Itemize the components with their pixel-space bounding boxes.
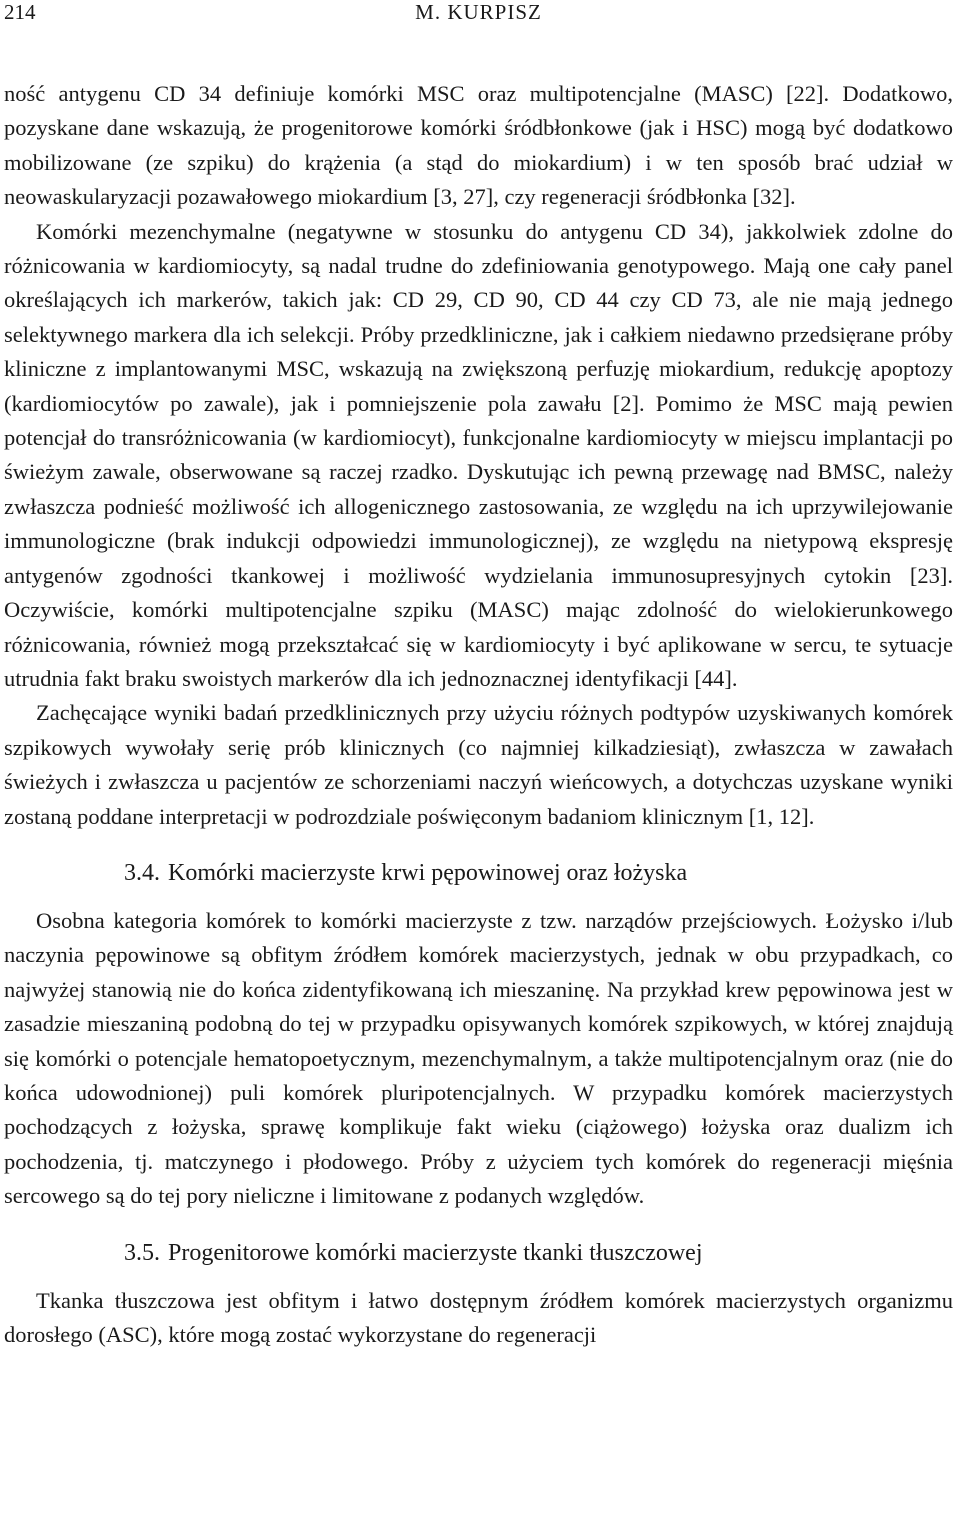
section-number: 3.5. <box>124 1239 160 1266</box>
paragraph-cord-blood: Osobna kategoria komórek to komórki macierzyste z tzw. narządów przejściowych. Łożysko i/lub naczynia pępowinowe są obfitym źródłem komórek macierzystych, jednak w obu przypadkach, co najwyżej stanowią nie do końca zidentyfikowaną ich mieszaninę. Na przykład krew pępowinowa jest w zasadzie mieszaniną podobną do tej w przypadku opisywanych komórek szpikowych, w której znajdują się komórki o potencjale hematopoetycznym, mezenchymalnym, a także multipotencjalnym oraz (nie do końca udowodnionej) puli komórek pluripotencjalnych. W przypadku komórek macierzystych pochodzących z łożyska, sprawę komplikuje fakt wieku (ciążowego) łożyska oraz dualizm ich pochodzenia, tj. matczynego i płodowego. Próby z użyciem tych komórek do regeneracji mięśnia sercowego są do tej pory nieliczne i limitowane z podanych względów. <box>4 907 953 1209</box>
running-header <box>4 0 953 24</box>
paragraph-adipose: Tkanka tłuszczowa jest obfitym i łatwo dostępnym źródłem komórek macierzystych organizmu dorosłego (ASC), które mogą zostać wykorzystane do regeneracji <box>4 1287 953 1347</box>
author-header: M. KURPISZ <box>415 0 542 24</box>
section-number: 3.4. <box>124 859 160 886</box>
paragraph-mesenchymal: Komórki mezenchymalne (negatywne w stosunku do antygenu CD 34), jakkolwiek zdolne do różnicowania w kardiomiocyty, są nadal trudne do zdefiniowania genotypowego. Mają one cały panel określających ich markerów, takich jak: CD 29, CD 90, CD 44 czy CD 73, ale nie mają jednego selektywnego markera dla ich selekcji. Próby przedkliniczne, jak i całkiem niedawno przedsięrane próby kliniczne z implantowanymi MSC, wskazują na zwiększoną perfuzję miokardium, redukcję apoptozy (kardiomiocytów po zawale), jak i pomniejszenie pola zawału [2]. Pomimo że MSC mają pewien potencjał do transróżnicowania (w kardiomiocyt), funkcjonalne kardiomiocyty w miejscu implantacji po świeżym zawale, obserwowane są raczej rzadko. Dyskutując ich pewną przewagę nad BMSC, należy zwłaszcza podnieść możliwość ich allogenicznego zastosowania, ze względu na ich uprzywilejowanie immunologiczne (brak indukcji odpowiedzi immunologicznej), ze względu na nietypową ekspresję antygenów zgodności tkankowej i możliwość wydzielania immunosupresyjnych cytokin [23]. Oczywiście, komórki multipotencjalne szpiku (MASC) mając zdolność do wielokierunkowego różnicowania, również mogą przekształcać się w kardiomiocyty i być aplikowane w sercu, te sytuacje utrudnia fakt braku swoistych markerów dla ich jednoznacznej identyfikacji [44]. <box>4 218 953 691</box>
section-title: Progenitorowe komórki macierzyste tkanki tłuszczowej <box>168 1239 703 1266</box>
section-heading-3-4 <box>4 856 953 890</box>
paragraph-continuation: ność antygenu CD 34 definiuje komórki MSC oraz multipotencjalne (MASC) [22]. Dodatkowo, pozyskane dane wskazują, że progenitorowe komórki śródbłonkowe (jak i HSC) mogą być dodatkowo mobilizowane (ze szpiku) do krążenia (a stąd do miokardium) i w ten sposób brać udział w neowaskularyzacji pozawałowego miokardium [3, 27], czy regeneracji śródbłonka [32]. <box>4 81 953 210</box>
page-number: 214 <box>4 0 36 24</box>
paragraph-clinical-trials: Zachęcające wyniki badań przedklinicznych przy użyciu różnych podtypów uzyskiwanych komórek szpikowych wywołały serię prób klinicznych (co najmniej kilkadziesiąt), zwłaszcza w zawałach świeżych i zwłaszcza u pacjentów ze schorzeniami naczyń wieńcowych, a dotychczas uzyskane wyniki zostaną poddane interpretacji w podrozdziale poświęconym badaniom klinicznym [1, 12]. <box>4 700 953 829</box>
section-title: Komórki macierzyste krwi pępowinowej oraz łożyska <box>168 859 688 886</box>
section-heading-3-5 <box>4 1236 953 1270</box>
body-text <box>4 77 953 1352</box>
